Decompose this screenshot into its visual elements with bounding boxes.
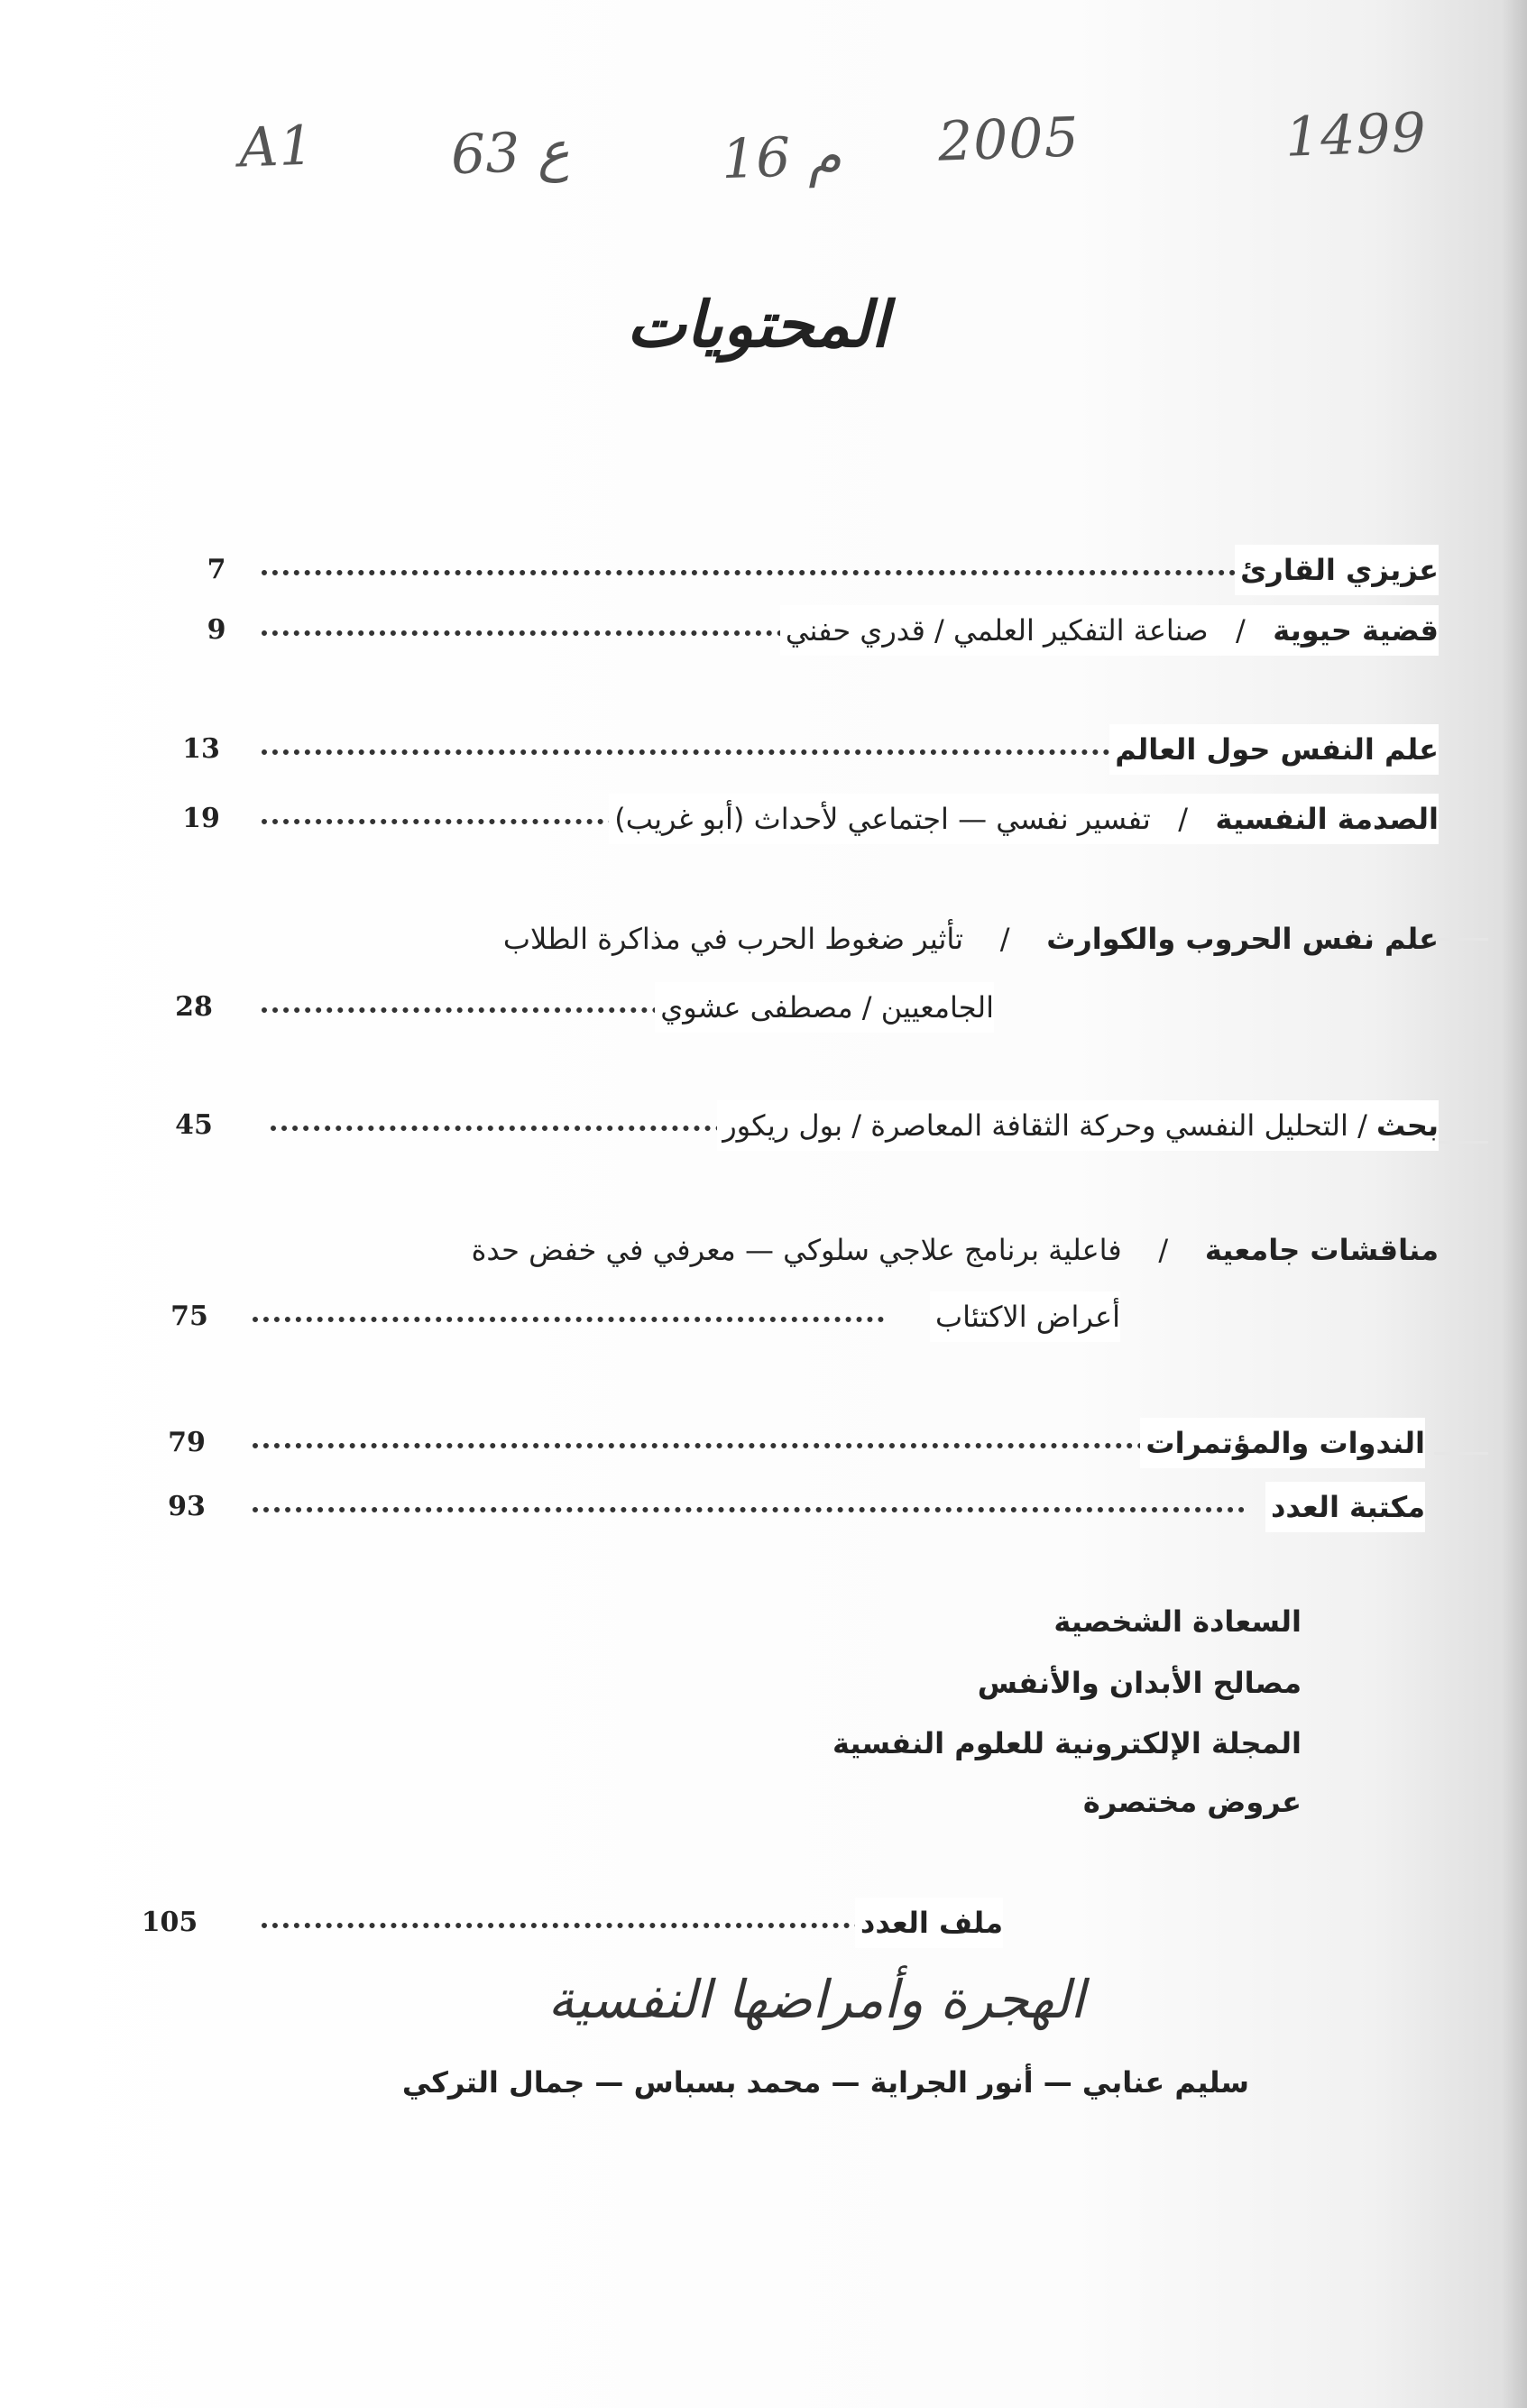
toc-row <box>271 1100 1439 1154</box>
leader-dots <box>253 1507 1245 1512</box>
page-title: المحتويات <box>626 287 889 362</box>
toc-row <box>262 724 1439 778</box>
leader-dots <box>262 749 1164 755</box>
toc-row <box>262 1898 1003 1952</box>
section-title: بحث <box>1376 1108 1439 1143</box>
bleed-mark <box>1434 1141 1488 1144</box>
leader-dots <box>253 1443 1154 1448</box>
page-number: 79 <box>168 1427 206 1458</box>
separator: / <box>1236 613 1246 648</box>
dossier-authors: سليم عنابي — أنور الجراية — محمد بسباس — جمال التركي <box>401 2065 1249 2100</box>
toc-label <box>855 1898 1003 1948</box>
page-number: 93 <box>168 1491 206 1522</box>
library-item: مصالح الأبدان والأنفس <box>977 1666 1302 1700</box>
toc-label <box>717 1100 1439 1151</box>
toc-row <box>262 545 1439 599</box>
article-title: / التحليل النفسي وحركة الثقافة المعاصرة / بول ريكور <box>722 1108 1367 1143</box>
handwritten-number: 16 م <box>720 124 842 192</box>
page-number: 7 <box>207 554 226 585</box>
section-title: قضية حيوية <box>1273 613 1439 648</box>
handwritten-code: 1499 <box>1283 101 1428 170</box>
handwritten-issue: 63 ع <box>449 119 571 188</box>
leader-dots <box>262 1923 893 1928</box>
article-title: تفسير نفسي — اجتماعي لأحداث (أبو غريب) <box>614 802 1151 836</box>
section-title: مناقشات جامعية <box>1204 1233 1439 1267</box>
leader-dots <box>253 1317 884 1322</box>
section-title: ملف العدد <box>860 1906 1003 1940</box>
separator: / <box>1158 1233 1169 1267</box>
article-title: تأثير ضغوط الحرب في مذاكرة الطلاب <box>502 922 964 956</box>
section-title: علم النفس حول العالم <box>1115 732 1439 767</box>
article-title: فاعلية برنامج علاجي سلوكي — معرفي في خفض حدة <box>471 1233 1122 1267</box>
toc-row <box>262 605 1439 659</box>
bleed-mark <box>1434 1452 1488 1455</box>
toc-label <box>780 605 1439 656</box>
toc-label <box>1109 724 1439 775</box>
page-number: 105 <box>141 1907 198 1938</box>
section-title: عزيزي القارئ <box>1240 553 1439 587</box>
page-number: 9 <box>207 614 226 646</box>
toc-row <box>253 1482 1425 1536</box>
toc-row <box>262 794 1439 848</box>
section-title: الصدمة النفسية <box>1215 802 1439 836</box>
library-item: المجلة الإلكترونية للعلوم النفسية <box>832 1726 1302 1760</box>
leader-dots <box>271 1126 722 1131</box>
page-number: 75 <box>170 1301 208 1332</box>
toc-row <box>253 1291 1120 1346</box>
toc-label <box>1140 1418 1425 1468</box>
toc-label <box>609 794 1439 844</box>
page-number: 13 <box>182 733 220 765</box>
page-number: 28 <box>175 991 213 1023</box>
bleed-mark <box>1434 938 1488 941</box>
library-item: السعادة الشخصية <box>1053 1604 1302 1639</box>
handwritten-ref: A1 <box>237 114 316 180</box>
section-title: علم نفس الحروب والكوارث <box>1046 922 1439 956</box>
toc-label <box>503 914 1439 964</box>
page-number: 45 <box>175 1109 213 1141</box>
article-title: أعراض الاكتئاب <box>935 1300 1120 1334</box>
toc-row <box>253 1418 1425 1472</box>
library-item: عروض مختصرة <box>1082 1785 1302 1819</box>
article-title: الجامعيين / مصطفى عشوي <box>660 990 994 1025</box>
toc-row <box>262 982 994 1036</box>
toc-label <box>472 1225 1439 1275</box>
leader-dots <box>262 570 1236 575</box>
separator: / <box>1178 802 1189 836</box>
section-title: الندوات والمؤتمرات <box>1145 1426 1425 1460</box>
page-number: 19 <box>182 803 220 834</box>
article-title: صناعة التفكير العلمي / قدري حفني <box>785 613 1209 648</box>
section-title: مكتبة العدد <box>1270 1490 1425 1524</box>
dossier-title: الهجرة وأمراضها النفسية <box>547 1969 1085 2030</box>
toc-label <box>1235 545 1439 595</box>
toc-label <box>1265 1482 1425 1532</box>
handwritten-year: 2005 <box>936 106 1081 174</box>
binding-shadow <box>1502 0 1527 2408</box>
separator: / <box>999 922 1010 956</box>
toc-label <box>655 982 994 1033</box>
toc-label <box>930 1291 1120 1342</box>
leader-dots <box>262 1007 713 1013</box>
